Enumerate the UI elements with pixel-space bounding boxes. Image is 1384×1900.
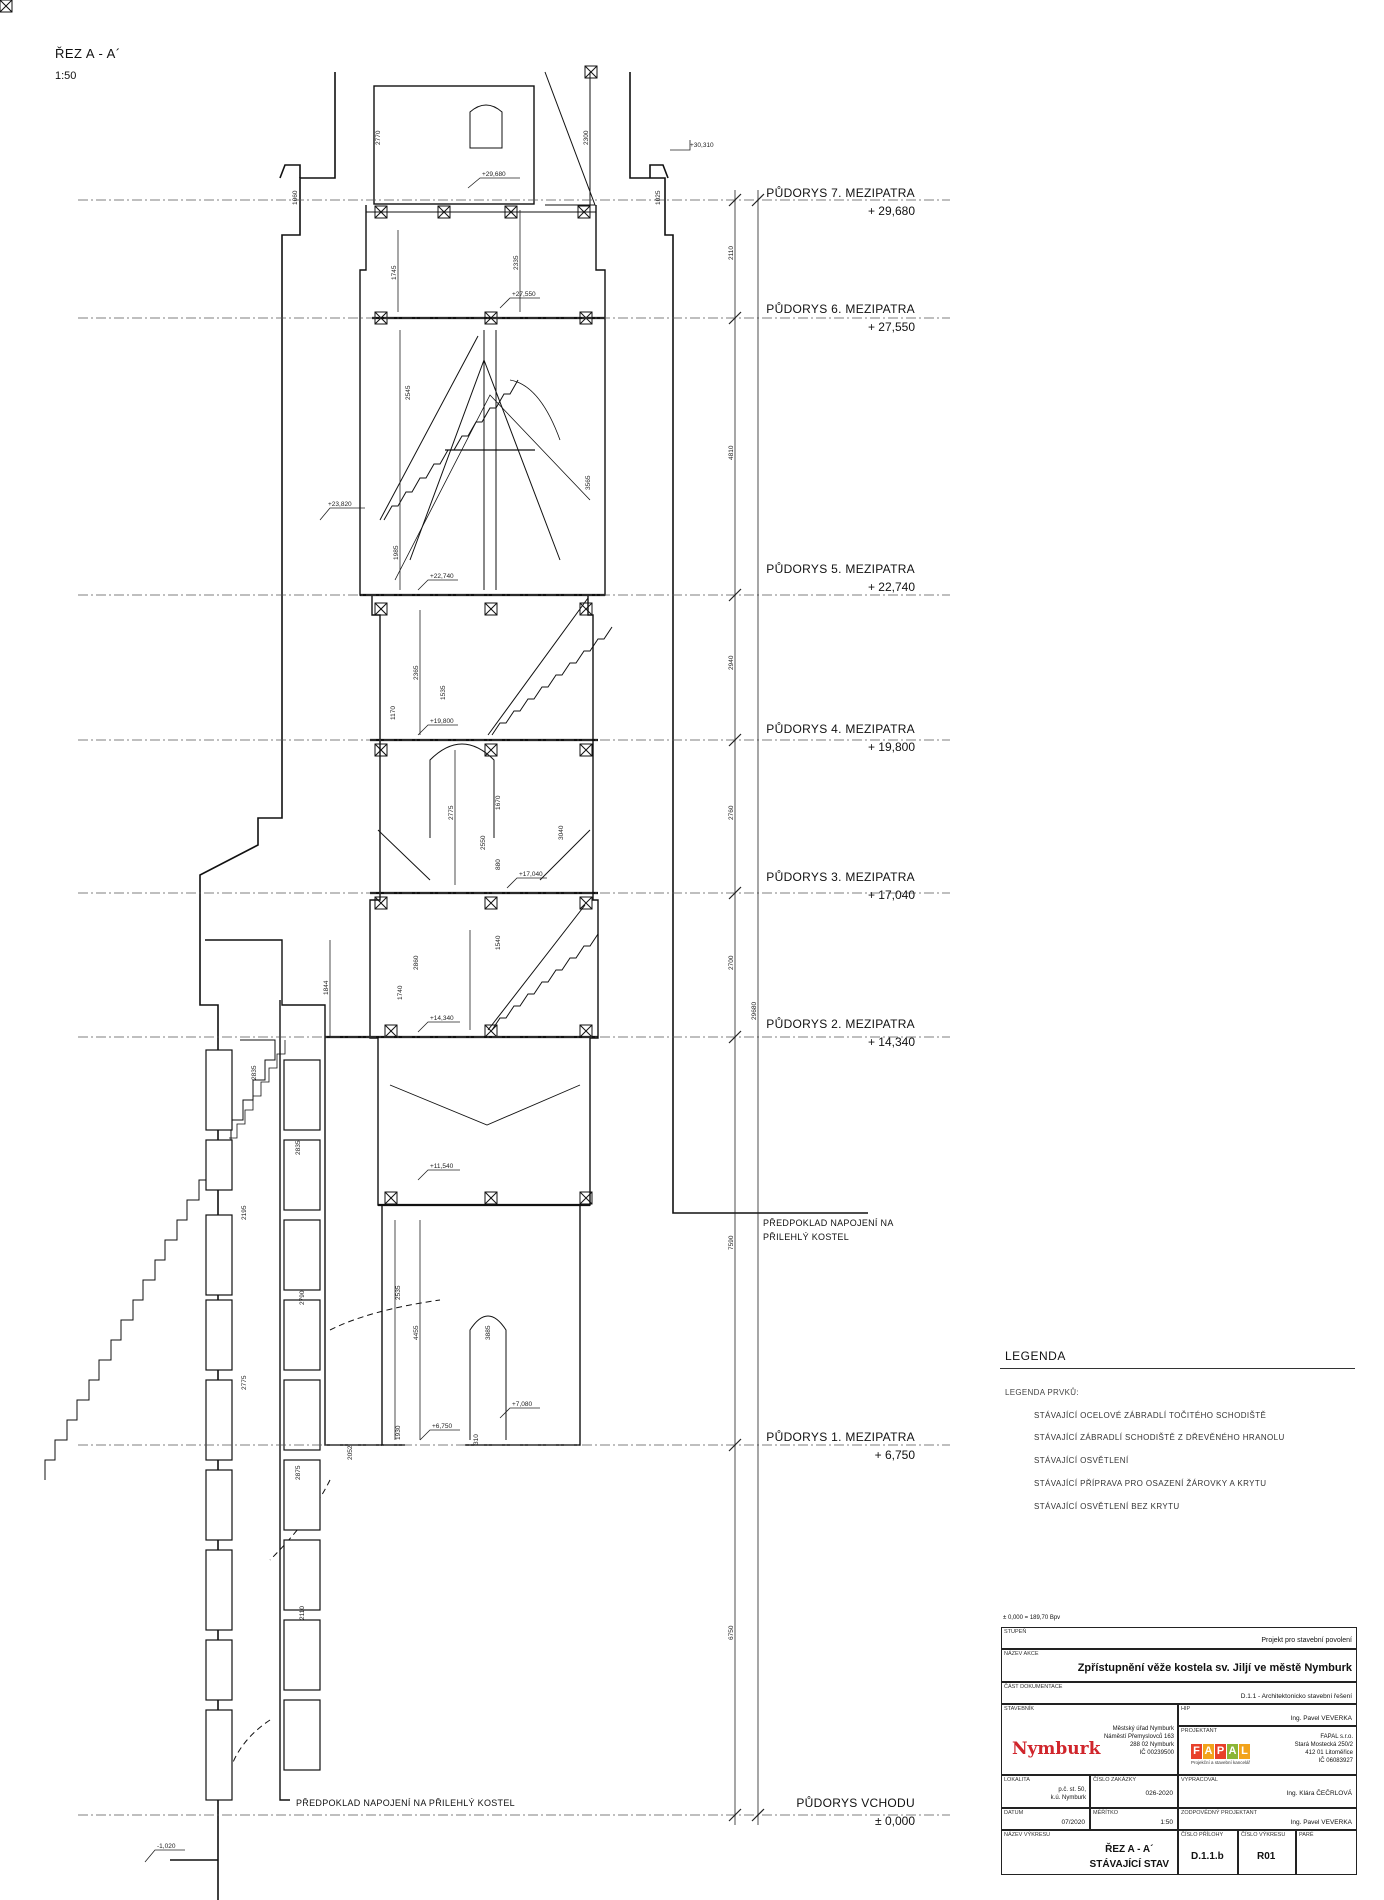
- svg-text:2300: 2300: [583, 130, 590, 145]
- tb-value: R01: [1257, 1851, 1276, 1862]
- svg-text:1985: 1985: [393, 545, 400, 560]
- fapal-letter: F: [1191, 1744, 1202, 1759]
- tb-value: D.1.1.b: [1191, 1851, 1224, 1862]
- svg-text:+6,750: +6,750: [432, 1423, 453, 1430]
- tb-value: Ing. Pavel VEVERKA: [1290, 1715, 1352, 1722]
- level-name: PŮDORYS 2. MEZIPATRA: [766, 1017, 915, 1031]
- tb-label: PARÉ: [1299, 1832, 1314, 1838]
- svg-text:2110: 2110: [728, 246, 735, 260]
- svg-text:4810: 4810: [728, 445, 735, 460]
- tb-label: ČÍSLO VÝKRESU: [1241, 1832, 1286, 1838]
- svg-text:29680: 29680: [751, 1001, 758, 1020]
- svg-text:2790: 2790: [299, 1290, 306, 1305]
- svg-text:3565: 3565: [585, 475, 592, 490]
- tb-label: NÁZEV AKCE: [1004, 1651, 1039, 1657]
- svg-text:+11,540: +11,540: [430, 1163, 454, 1170]
- church-connection-note: PŘEDPOKLAD NAPOJENÍ NA: [763, 1218, 894, 1228]
- svg-text:2835: 2835: [295, 1140, 302, 1155]
- svg-text:3040: 3040: [558, 825, 565, 840]
- svg-text:+23,820: +23,820: [328, 501, 352, 508]
- tb-label: ČÍSLO PŘÍLOHY: [1181, 1832, 1224, 1838]
- svg-text:+27,550: +27,550: [512, 291, 536, 298]
- tb-akce: [1001, 1649, 1357, 1682]
- svg-text:2365: 2365: [413, 665, 420, 680]
- svg-text:-1,020: -1,020: [157, 1843, 176, 1850]
- tb-label: ČÍSLO ZAKÁZKY: [1093, 1777, 1137, 1783]
- legend-item: STÁVAJÍCÍ OCELOVÉ ZÁBRADLÍ TOČITÉHO SCHODIŠTĚ: [1034, 1411, 1267, 1420]
- level-name: PŮDORYS 1. MEZIPATRA: [766, 1430, 915, 1444]
- svg-text:1535: 1535: [440, 685, 447, 700]
- tb-drawing-name: [1090, 1842, 1169, 1872]
- tb-label: STUPEŇ: [1004, 1629, 1027, 1635]
- svg-text:2940: 2940: [728, 655, 735, 670]
- level-value: + 14,340: [867, 1035, 915, 1049]
- tb-stavebnik: [1001, 1704, 1178, 1775]
- tb-value: Ing. Klára ČEČRLOVÁ: [1286, 1790, 1352, 1797]
- tb-vykres: [1001, 1830, 1178, 1875]
- level-value: + 27,550: [867, 320, 915, 334]
- svg-text:1745: 1745: [391, 265, 398, 280]
- tb-line: Městský úřad Nymburk: [1112, 1726, 1174, 1732]
- tb-line: FAPAL s.r.o.: [1320, 1734, 1353, 1740]
- svg-text:+17,040: +17,040: [519, 871, 543, 878]
- fapal-letter: P: [1216, 1745, 1225, 1757]
- tb-cast: [1001, 1682, 1357, 1704]
- section-scale: 1:50: [55, 70, 77, 82]
- legend-item: STÁVAJÍCÍ OSVĚTLENÍ: [1034, 1456, 1129, 1465]
- svg-text:2700: 2700: [728, 955, 735, 970]
- tb-lokalita: [1001, 1775, 1090, 1808]
- level-value: + 17,040: [867, 888, 915, 902]
- tb-line: STÁVAJÍCÍ STAV: [1089, 1859, 1169, 1870]
- tb-label: HIP: [1181, 1706, 1191, 1712]
- tb-stavebnik-address: [1104, 1725, 1174, 1757]
- svg-text:+14,340: +14,340: [430, 1015, 454, 1022]
- level-value: + 29,680: [867, 204, 915, 218]
- svg-text:+22,740: +22,740: [430, 573, 454, 580]
- church-connection-note: PŘILEHLÝ KOSTEL: [763, 1232, 850, 1242]
- tb-datum: [1001, 1808, 1090, 1830]
- svg-text:1670: 1670: [495, 795, 502, 810]
- tb-line: 412 01 Litoměřice: [1305, 1750, 1353, 1756]
- svg-text:1540: 1540: [495, 935, 502, 950]
- legend-item: STÁVAJÍCÍ OSVĚTLENÍ BEZ KRYTU: [1034, 1502, 1180, 1511]
- svg-text:+29,680: +29,680: [482, 171, 506, 178]
- tb-value: Ing. Pavel VEVERKA: [1290, 1819, 1352, 1826]
- datum-note: ± 0,000 = 189,70 Bpv: [1003, 1615, 1061, 1621]
- fapal-letter: A: [1228, 1745, 1237, 1757]
- svg-text:310: 310: [473, 1434, 480, 1445]
- level-value: ± 0,000: [875, 1814, 915, 1828]
- svg-text:2535: 2535: [395, 1285, 402, 1300]
- legend-divider: [1000, 1368, 1355, 1369]
- svg-text:2875: 2875: [295, 1465, 302, 1480]
- stairs: [45, 336, 612, 1770]
- tb-lokalita-value: [1051, 1786, 1086, 1802]
- tb-priloha: [1178, 1830, 1238, 1875]
- tb-zakazka: [1090, 1775, 1178, 1808]
- svg-text:+30,310: +30,310: [690, 142, 714, 149]
- tb-zodpovedny: [1178, 1808, 1357, 1830]
- svg-text:2545: 2545: [405, 385, 412, 400]
- tb-line: IČ 00239500: [1139, 1750, 1174, 1756]
- tb-label: LOKALITA: [1004, 1777, 1030, 1783]
- tb-value: Projekt pro stavební povolení: [1261, 1637, 1352, 1644]
- tb-line: IČ 06083927: [1318, 1758, 1353, 1764]
- svg-text:1844: 1844: [323, 980, 330, 995]
- inner-shaft: [325, 205, 605, 1445]
- svg-text:2835: 2835: [251, 1065, 258, 1080]
- tb-line: p.č. st. 50,: [1058, 1787, 1086, 1793]
- tb-cislo-vykresu: [1238, 1830, 1296, 1875]
- svg-text:1740: 1740: [397, 985, 404, 1000]
- svg-text:2760: 2760: [728, 805, 735, 820]
- svg-text:1170: 1170: [390, 706, 397, 720]
- legend-item: STÁVAJÍCÍ PŘÍPRAVA PRO OSAZENÍ ŽÁROVKY A KRYTU: [1034, 1479, 1267, 1488]
- tb-hip: [1178, 1704, 1357, 1726]
- tb-projektant: [1178, 1726, 1357, 1775]
- section-title: ŘEZ A - A´: [55, 46, 121, 61]
- nymburk-logo: Nymburk: [1012, 1739, 1101, 1759]
- tb-label: DATUM: [1004, 1810, 1024, 1816]
- svg-text:2770: 2770: [375, 130, 382, 145]
- level-name: PŮDORYS VCHODU: [796, 1796, 915, 1810]
- tb-line: ŘEZ A - A´: [1105, 1844, 1154, 1855]
- svg-text:6750: 6750: [728, 1625, 735, 1640]
- tb-label: ZODPOVĚDNÝ PROJEKTANT: [1181, 1810, 1257, 1816]
- tb-stupen: [1001, 1627, 1357, 1649]
- tb-label: VYPRACOVAL: [1181, 1777, 1218, 1783]
- tb-meritko: [1090, 1808, 1178, 1830]
- tb-line: Stará Mostecká 250/2: [1294, 1742, 1353, 1748]
- level-name: PŮDORYS 3. MEZIPATRA: [766, 870, 915, 884]
- tb-line: Náměstí Přemyslovců 163: [1103, 1734, 1174, 1740]
- level-value: + 19,800: [867, 740, 915, 754]
- svg-text:2860: 2860: [413, 955, 420, 970]
- spot-level-labels: [157, 142, 714, 1850]
- svg-text:2335: 2335: [513, 255, 520, 270]
- legend-item: STÁVAJÍCÍ ZÁBRADLÍ SCHODIŠTĚ Z DŘEVĚNÉHO HRANOLU: [1034, 1433, 1285, 1442]
- tb-label: ČÁST DOKUMENTACE: [1004, 1684, 1063, 1690]
- svg-text:1930: 1930: [395, 1425, 402, 1440]
- svg-text:2110: 2110: [299, 1606, 306, 1620]
- tb-project-name: Zpřístupnění věže kostela sv. Jiljí ve městě Nymburk: [1077, 1662, 1352, 1674]
- svg-text:2195: 2195: [241, 1205, 248, 1220]
- fapal-subtitle: Projekční a stavební kancelář: [1191, 1760, 1251, 1765]
- tb-label: MĚŘÍTKO: [1093, 1810, 1119, 1816]
- svg-text:7590: 7590: [728, 1235, 735, 1250]
- tb-value: 07/2020: [1061, 1819, 1085, 1826]
- svg-text:+19,800: +19,800: [430, 718, 454, 725]
- level-name: PŮDORYS 4. MEZIPATRA: [766, 722, 915, 736]
- svg-text:880: 880: [495, 859, 502, 870]
- tb-label: STAVEBNÍK: [1004, 1706, 1035, 1712]
- spiral-stair-wall: [206, 1050, 320, 1800]
- tb-vypracoval: [1178, 1775, 1357, 1808]
- tb-value: 026-2020: [1145, 1790, 1173, 1797]
- svg-text:2052: 2052: [347, 1445, 354, 1460]
- dimension-chain: [330, 190, 764, 1825]
- svg-text:1060: 1060: [292, 190, 299, 205]
- level-value: + 6,750: [874, 1448, 915, 1462]
- svg-text:4455: 4455: [413, 1325, 420, 1340]
- tb-projektant-address: [1295, 1733, 1353, 1765]
- tb-label: NÁZEV VÝKRESU: [1004, 1832, 1051, 1838]
- svg-text:2775: 2775: [241, 1375, 248, 1390]
- svg-text:3885: 3885: [485, 1325, 492, 1340]
- level-value: + 22,740: [867, 580, 915, 594]
- legend-subtitle: LEGENDA PRVKŮ:: [1005, 1388, 1079, 1397]
- legend-title: LEGENDA: [1005, 1349, 1066, 1363]
- fapal-logo: [1191, 1741, 1251, 1765]
- level-name: PŮDORYS 7. MEZIPATRA: [766, 186, 915, 200]
- fapal-letter: A: [1204, 1745, 1213, 1757]
- tb-line: k.ú. Nymburk: [1050, 1795, 1086, 1801]
- svg-text:2550: 2550: [480, 835, 487, 850]
- svg-text:1025: 1025: [655, 190, 662, 205]
- level-name: PŮDORYS 6. MEZIPATRA: [766, 302, 915, 316]
- tb-label: PROJEKTANT: [1181, 1728, 1217, 1734]
- tb-value: 1:50: [1160, 1819, 1173, 1826]
- svg-text:+7,080: +7,080: [512, 1401, 533, 1408]
- level-name: PŮDORYS 5. MEZIPATRA: [766, 562, 915, 576]
- svg-text:2775: 2775: [448, 805, 455, 820]
- tb-value: D.1.1 - Architektonicko stavební řešení: [1240, 1693, 1352, 1700]
- fapal-letter: L: [1239, 1744, 1250, 1759]
- tb-pare: [1296, 1830, 1357, 1875]
- church-connection-note-bottom: PŘEDPOKLAD NAPOJENÍ NA PŘILEHLÝ KOSTEL: [296, 1798, 515, 1808]
- beam-sections: [0, 0, 597, 1204]
- tb-line: 288 02 Nymburk: [1129, 1742, 1174, 1748]
